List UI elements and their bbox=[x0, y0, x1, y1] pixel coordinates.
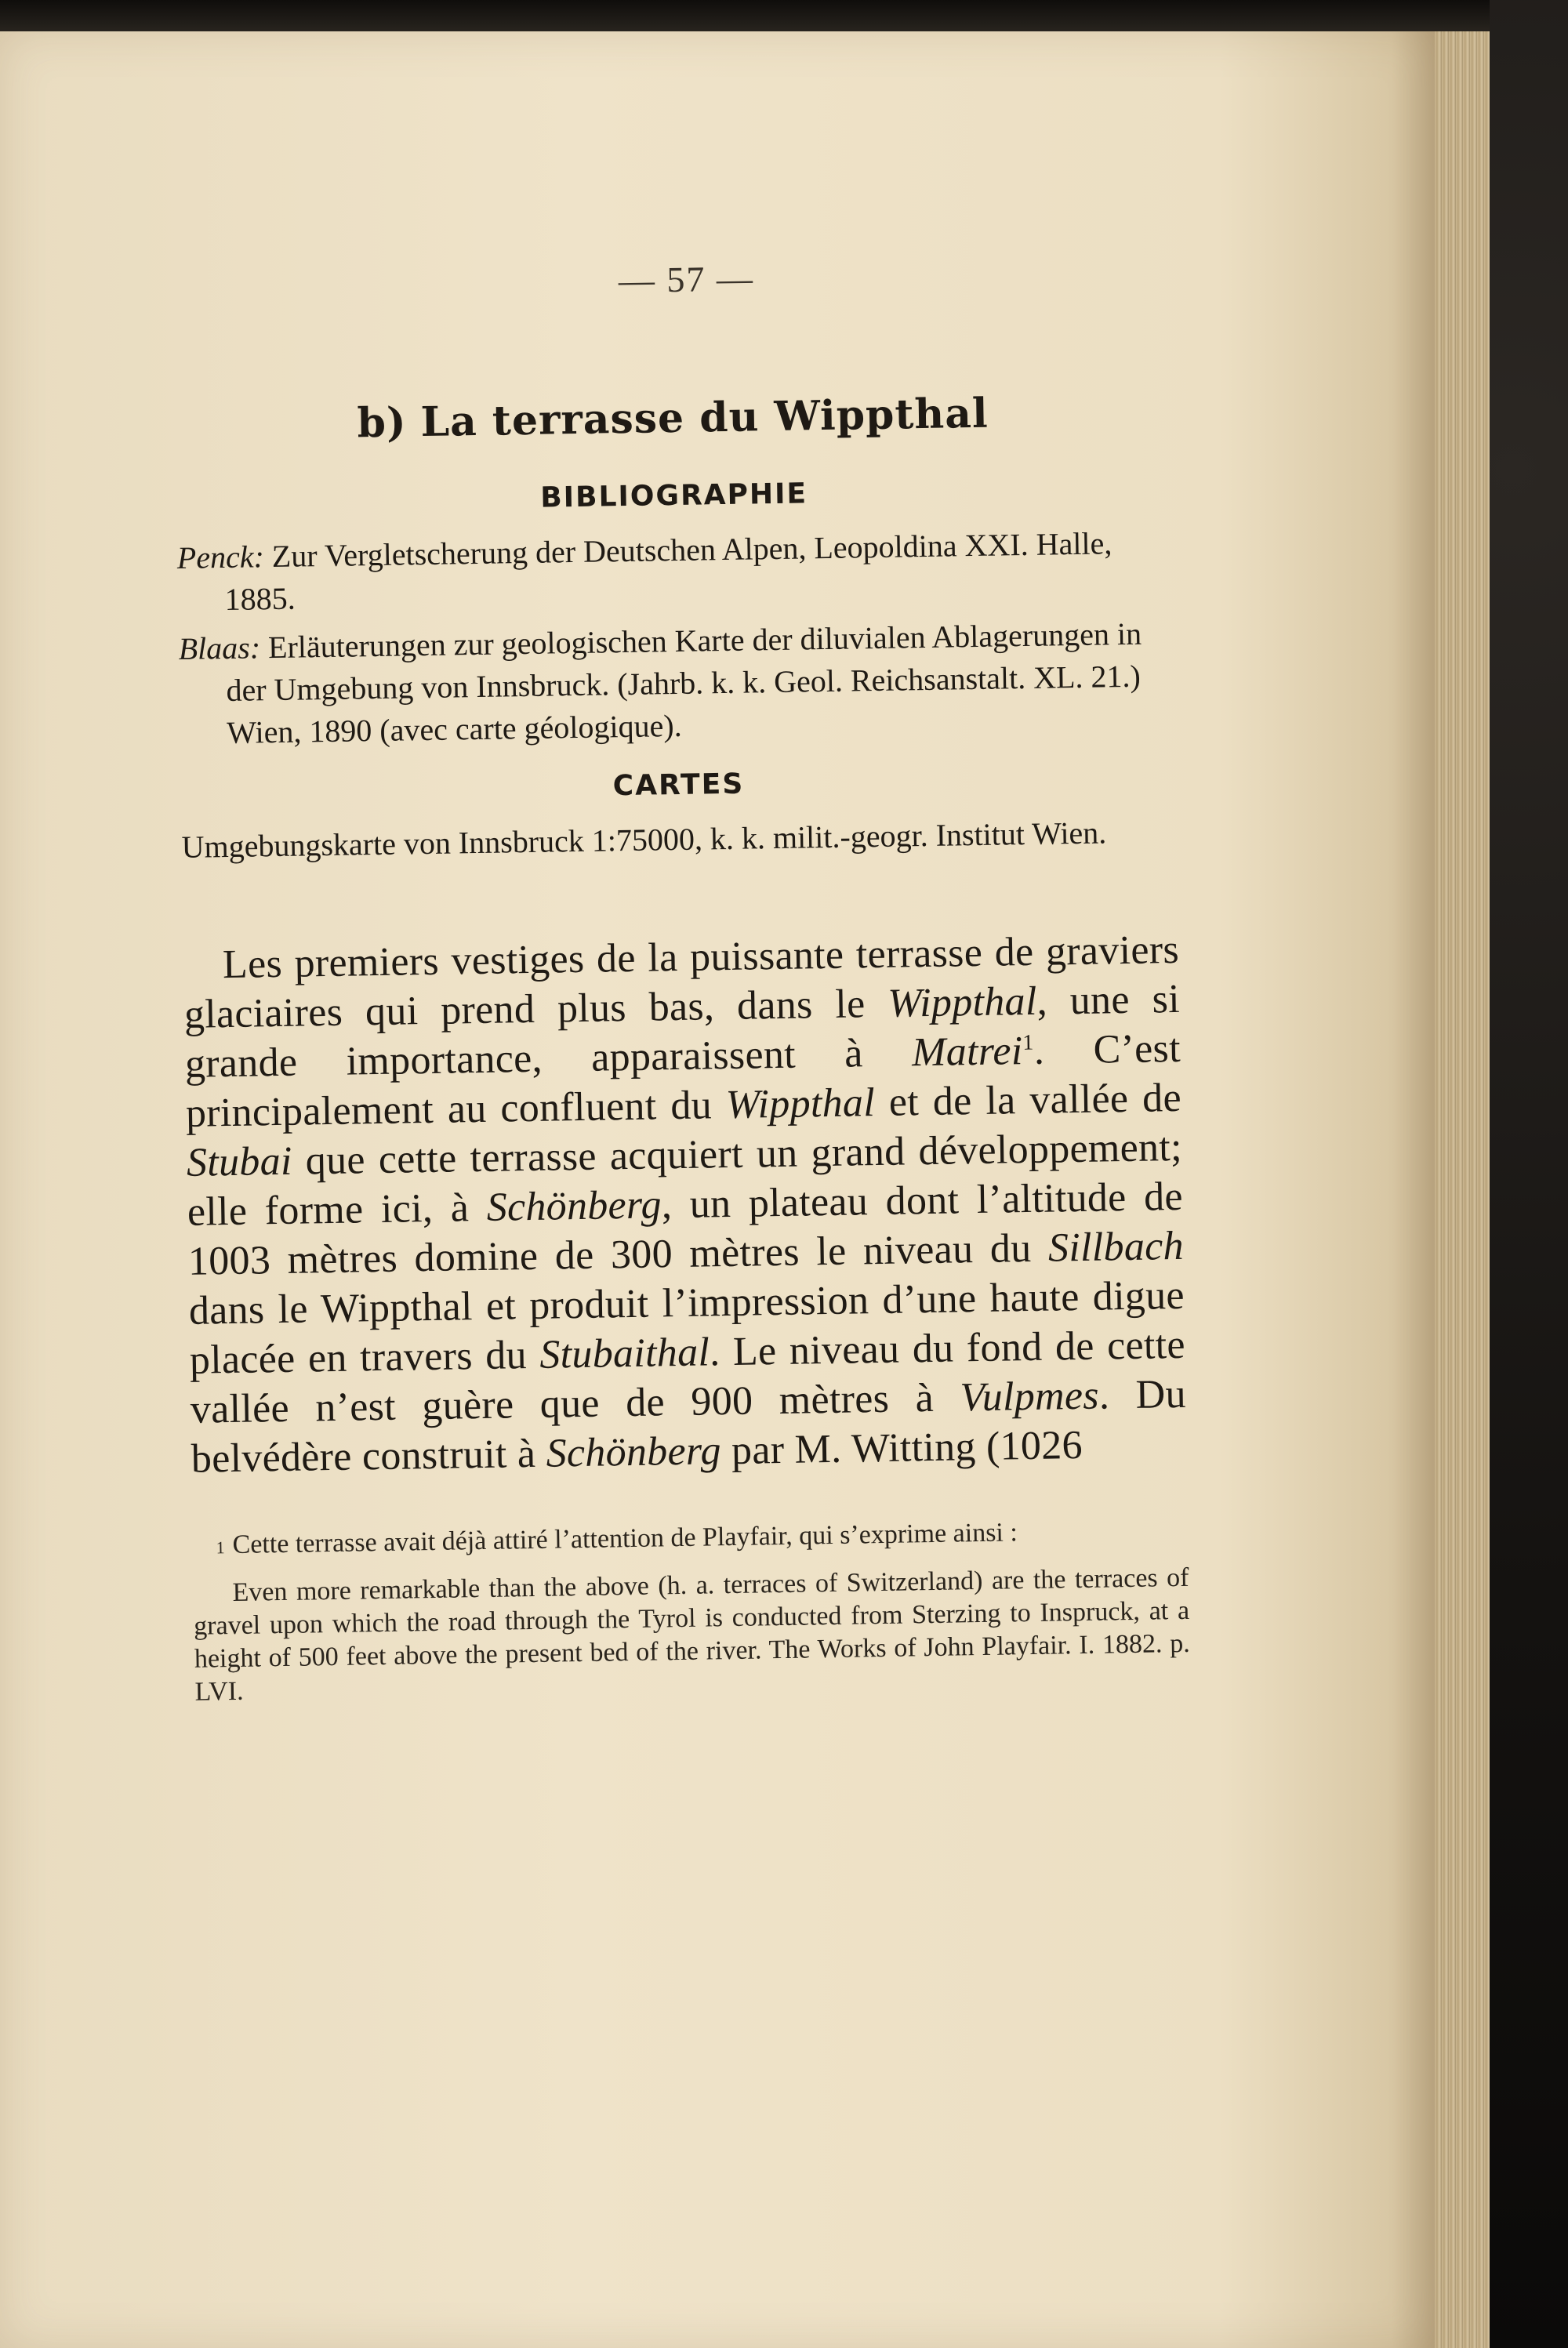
main-paragraph bbox=[183, 925, 1188, 1484]
section-title-text: La terrasse du Wippthal bbox=[420, 389, 989, 447]
bibliography-entry bbox=[176, 521, 1174, 622]
footnotes bbox=[192, 1514, 1190, 1709]
bibliography-author: Blaas: bbox=[178, 630, 261, 666]
bibliography-entry bbox=[178, 612, 1175, 755]
footnote-number: 1 bbox=[216, 1537, 225, 1558]
place-name: Stubaithal bbox=[539, 1330, 710, 1377]
place-name: Vulpmes bbox=[960, 1373, 1100, 1421]
paragraph-text: et de la vallée de bbox=[874, 1075, 1182, 1126]
footnote-quote: Even more remarkable than the above (h. a. terraces of Switzerland) are the terraces of gravel upon which the road through the Tyrol is conducted from Sterzing to Inspruck, at a height of 500 feet above the present bed of the river. The Works of John Playfair. I. 1882. p. LVI. bbox=[193, 1562, 1191, 1707]
place-name: Schönberg bbox=[486, 1182, 662, 1230]
page-edges bbox=[1435, 31, 1490, 2348]
cartes-heading: CARTES bbox=[612, 768, 745, 803]
scan-top-border bbox=[0, 0, 1568, 34]
place-name: Sillbach bbox=[1047, 1223, 1185, 1271]
place-name: Wippthal bbox=[887, 978, 1038, 1026]
paragraph-text: dans le Wippthal et produit l’impression d’une haute digue placée en travers du bbox=[188, 1272, 1185, 1383]
footnote-intro-text: Cette terrasse avait déjà attiré l’attention de Playfair, qui s’exprime ainsi : bbox=[232, 1518, 1018, 1559]
carte-entry bbox=[181, 811, 1178, 869]
bibliography-author: Penck: bbox=[176, 539, 265, 575]
carte-text: Umgebungskarte von Innsbruck 1:75000, k. k. milit.-geogr. Institut Wien. bbox=[181, 815, 1107, 865]
footnote-intro bbox=[192, 1514, 1189, 1565]
paragraph-text: , un plateau dont l’altitude de 1003 mètres domine de 300 mètres le niveau du bbox=[187, 1174, 1184, 1284]
page-number: — 57 — bbox=[618, 258, 755, 301]
page-content bbox=[172, 251, 1191, 1709]
bibliography-text: Zur Vergletscherung der Deutschen Alpen, Leopoldina XXI. Halle, 1885. bbox=[224, 525, 1112, 618]
cartes-list bbox=[181, 811, 1178, 869]
paragraph-text: . Du belvédère construit à bbox=[191, 1371, 1187, 1482]
paragraph-text: . Le niveau du fond de cette vallée n’est guère que de 900 mètres à bbox=[190, 1322, 1186, 1432]
section-title bbox=[175, 386, 1171, 450]
place-name: Wippthal bbox=[725, 1080, 876, 1128]
paragraph-text: , une si grande importance, apparaissent à bbox=[184, 976, 1181, 1087]
bibliography-text: Erläuterungen zur geologischen Karte der diluvialen Ablagerungen in der Umgebung von Innsbruck. (Jahrb. k. k. Geol. Reichsanstalt. XL. 21.) Wien, 1890 (avec carte géologique). bbox=[226, 615, 1142, 750]
place-name: Schönberg bbox=[546, 1428, 722, 1476]
bibliography-list bbox=[176, 521, 1175, 755]
paragraph-text: . C’est principalement au confluent du bbox=[185, 1025, 1181, 1136]
paragraph-text: Les premiers vestiges de la puissante terrasse de graviers glaciaires qui prend plus bas, dans le bbox=[183, 927, 1180, 1037]
section-letter: b) bbox=[357, 398, 408, 448]
paragraph-text: par M. Witting (1026 bbox=[720, 1422, 1083, 1474]
paragraph-text: que cette terrasse acquiert un grand développement; elle forme ici, à bbox=[187, 1124, 1183, 1235]
place-name: Stubai bbox=[186, 1138, 293, 1185]
footnote-reference: 1 bbox=[1022, 1030, 1034, 1055]
place-name: Matrei bbox=[911, 1029, 1023, 1076]
book-binding bbox=[1490, 0, 1568, 2348]
bibliography-heading: BIBLIOGRAPHIE bbox=[539, 477, 808, 514]
